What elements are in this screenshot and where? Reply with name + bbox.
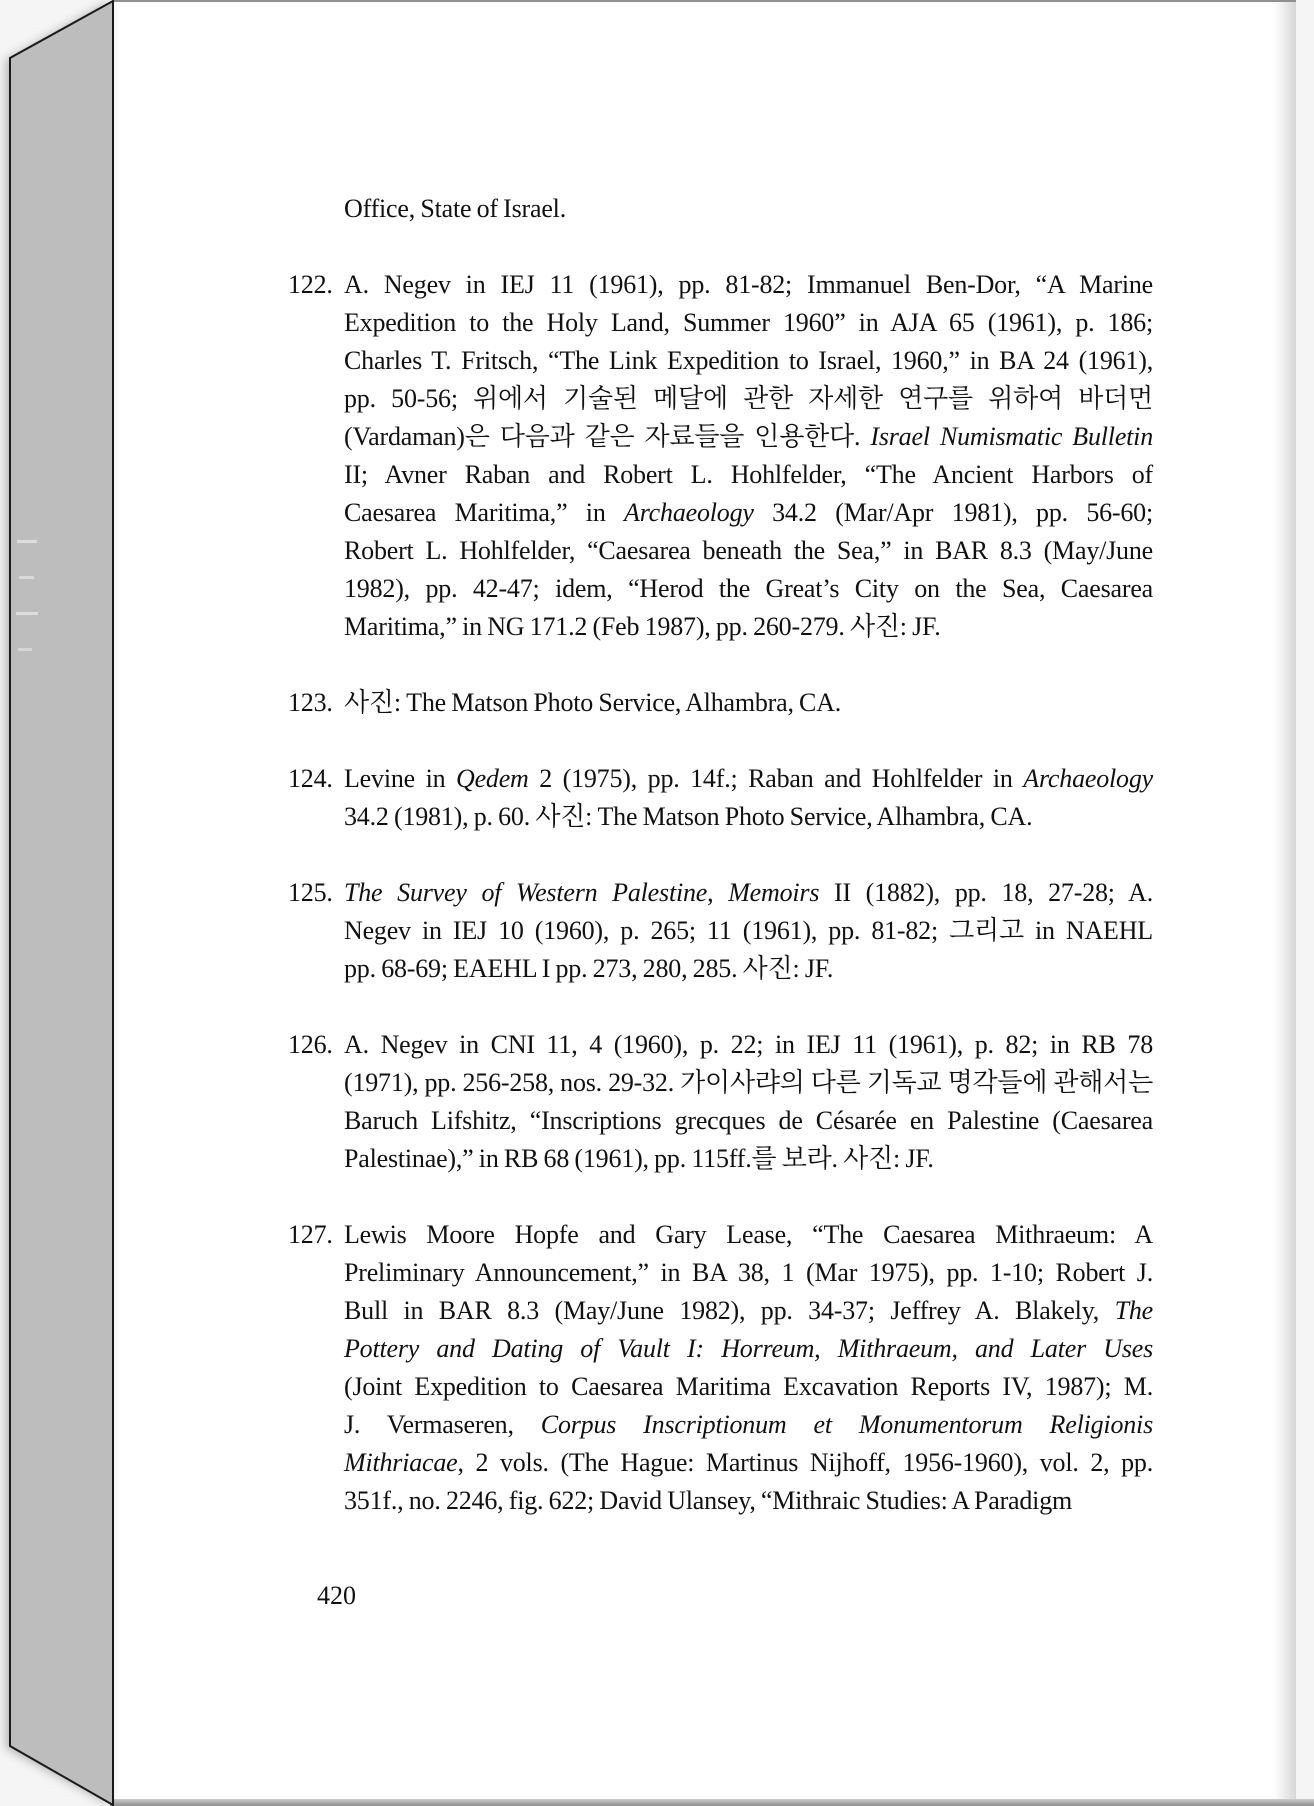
- page-edge-streak: [18, 648, 32, 651]
- text-line: [344, 570, 1153, 608]
- text-line: [344, 760, 1153, 798]
- footnote: [288, 1216, 1153, 1520]
- italic-text-segment: Mithriacae: [344, 1448, 458, 1477]
- text-line: [344, 1482, 1153, 1520]
- footnote: [288, 1026, 1153, 1178]
- continuation-line: Office, State of Israel.: [344, 194, 567, 223]
- italic-text-segment: Corpus Inscriptionum et Monumentorum Religionis: [540, 1410, 1153, 1439]
- text-line: [344, 1064, 1153, 1102]
- text-segment: 사진: The Matson Photo Service, Alhambra, CA.: [344, 688, 842, 717]
- footnote-number: 126.: [288, 1030, 333, 1059]
- footnote-text: [344, 684, 1153, 722]
- footnote-text: [344, 874, 1153, 988]
- text-line: [344, 1330, 1153, 1368]
- footnote-text: [344, 1026, 1153, 1178]
- page-bottom-shadow: [110, 1799, 1314, 1806]
- text-segment: Caesarea Maritima,” in: [344, 498, 625, 527]
- text-line: [344, 266, 1153, 304]
- text-segment: J. Vermaseren,: [344, 1410, 541, 1439]
- footnote: [288, 684, 1153, 722]
- text-segment: Bull in BAR 8.3 (May/June 1982), pp. 34-37; Jeffrey A. Blakely,: [344, 1296, 1115, 1325]
- text-segment: A. Negev in CNI 11, 4 (1960), p. 22; in IEJ 11 (1961), p. 82; in RB 78: [344, 1030, 1153, 1059]
- italic-text-segment: Qedem: [456, 764, 529, 793]
- text-line: [344, 1292, 1153, 1330]
- text-segment: Palestinae),” in RB 68 (1961), pp. 115ff.를 보라. 사진: JF.: [344, 1144, 934, 1173]
- text-segment: 1982), pp. 42-47; idem, “Herod the Great’s City on the Sea, Caesarea: [344, 574, 1153, 603]
- text-segment: Robert L. Hohlfelder, “Caesarea beneath the Sea,” in BAR 8.3 (May/June: [344, 536, 1153, 565]
- text-segment: Negev in IEJ 10 (1960), p. 265; 11 (1961), pp. 81-82; 그리고 in NAEHL: [344, 916, 1153, 945]
- footnote-text: [344, 266, 1153, 646]
- text-segment: II; Avner Raban and Robert L. Hohlfelder, “The Ancient Harbors of: [344, 460, 1153, 489]
- text-segment: Baruch Lifshitz, “Inscriptions grecques de Césarée en Palestine (Caesarea: [344, 1106, 1153, 1135]
- footnote: [288, 266, 1153, 646]
- footnote-text: [344, 760, 1153, 836]
- text-segment: Preliminary Announcement,” in BA 38, 1 (Mar 1975), pp. 1-10; Robert J.: [344, 1258, 1153, 1287]
- text-segment: pp. 50-56; 위에서 기술된 메달에 관한 자세한 연구를 위하여 바더먼: [344, 384, 1153, 413]
- text-line: [344, 608, 1153, 646]
- text-line: [344, 1026, 1153, 1064]
- text-line: [344, 1368, 1153, 1406]
- text-segment: 351f., no. 2246, fig. 622; David Ulansey, “Mithraic Studies: A Paradigm: [344, 1486, 1073, 1515]
- footnote-number: 125.: [288, 878, 333, 907]
- text-segment: 2 (1975), pp. 14f.; Raban and Hohlfelder in: [528, 764, 1024, 793]
- text-line: [344, 532, 1153, 570]
- text-segment: Charles T. Fritsch, “The Link Expedition to Israel, 1960,” in BA 24 (1961),: [344, 346, 1153, 375]
- footnote-text-block: [288, 190, 1153, 1520]
- text-segment: ,: [707, 878, 729, 907]
- footnote-number: 127.: [288, 1220, 333, 1249]
- italic-text-segment: Archaeology: [1023, 764, 1153, 793]
- text-line: [344, 304, 1153, 342]
- text-line: [344, 456, 1153, 494]
- page-edge-streak: [19, 576, 34, 579]
- italic-text-segment: Israel Numismatic Bulletin: [870, 422, 1154, 451]
- text-line: [344, 380, 1153, 418]
- italic-text-segment: Archaeology: [624, 498, 754, 527]
- text-segment: pp. 68-69; EAEHL I pp. 273, 280, 285. 사진: JF.: [344, 954, 834, 983]
- page-edge-stack: [0, 0, 132, 1806]
- footnote-number: 122.: [288, 270, 333, 299]
- page-number: 420: [317, 1581, 356, 1610]
- text-line: [344, 912, 1153, 950]
- text-segment: 34.2 (1981), p. 60. 사진: The Matson Photo Service, Alhambra, CA.: [344, 802, 1033, 831]
- footnote-number: 124.: [288, 764, 333, 793]
- text-line: [344, 1102, 1153, 1140]
- text-segment: (Vardaman)은 다음과 같은 자료들을 인용한다.: [344, 422, 871, 451]
- page-edge-streak: [16, 612, 38, 615]
- page-edge-face: [10, 1, 113, 1805]
- text-segment: II (1882), pp. 18, 27-28; A.: [819, 878, 1154, 907]
- footnote-text: [344, 1216, 1153, 1520]
- text-line: [344, 1140, 1153, 1178]
- footnote: [288, 874, 1153, 988]
- footnote: [288, 760, 1153, 836]
- italic-text-segment: The Survey of Western Palestine: [344, 878, 708, 907]
- text-line: [344, 874, 1153, 912]
- footnote-list: [288, 266, 1153, 1520]
- text-segment: , 2 vols. (The Hague: Martinus Nijhoff, 1956-1960), vol. 2, pp.: [457, 1448, 1153, 1477]
- text-segment: Lewis Moore Hopfe and Gary Lease, “The Caesarea Mithraeum: A: [344, 1220, 1153, 1249]
- text-segment: Maritima,” in NG 171.2 (Feb 1987), pp. 260-279. 사진: JF.: [344, 612, 941, 641]
- italic-text-segment: Pottery and Dating of Vault I: Horreum, Mithraeum, and Later Uses: [344, 1334, 1153, 1363]
- text-line: [344, 1254, 1153, 1292]
- text-line: [344, 950, 1153, 988]
- footnote-number: 123.: [288, 688, 333, 717]
- text-segment: Levine in: [344, 764, 456, 793]
- text-segment: A. Negev in IEJ 11 (1961), pp. 81-82; Immanuel Ben-Dor, “A Marine: [344, 270, 1153, 299]
- text-line: [344, 494, 1153, 532]
- text-segment: Expedition to the Holy Land, Summer 1960” in AJA 65 (1961), p. 186;: [344, 308, 1153, 337]
- text-line: [344, 798, 1153, 836]
- text-line: [344, 1216, 1153, 1254]
- text-segment: (Joint Expedition to Caesarea Maritima Excavation Reports IV, 1987); M.: [344, 1372, 1153, 1401]
- text-line: [344, 684, 1153, 722]
- text-line: [344, 1444, 1153, 1482]
- text-segment: (1971), pp. 256-258, nos. 29-32. 가이사랴의 다른 기독교 명각들에 관해서는: [344, 1068, 1153, 1097]
- text-segment: 34.2 (Mar/Apr 1981), pp. 56-60;: [753, 498, 1154, 527]
- text-line: [344, 418, 1153, 456]
- italic-text-segment: The: [1114, 1296, 1153, 1325]
- page-edge-streak: [17, 540, 37, 543]
- text-line: [344, 342, 1153, 380]
- italic-text-segment: Memoirs: [728, 878, 820, 907]
- text-line: [344, 1406, 1153, 1444]
